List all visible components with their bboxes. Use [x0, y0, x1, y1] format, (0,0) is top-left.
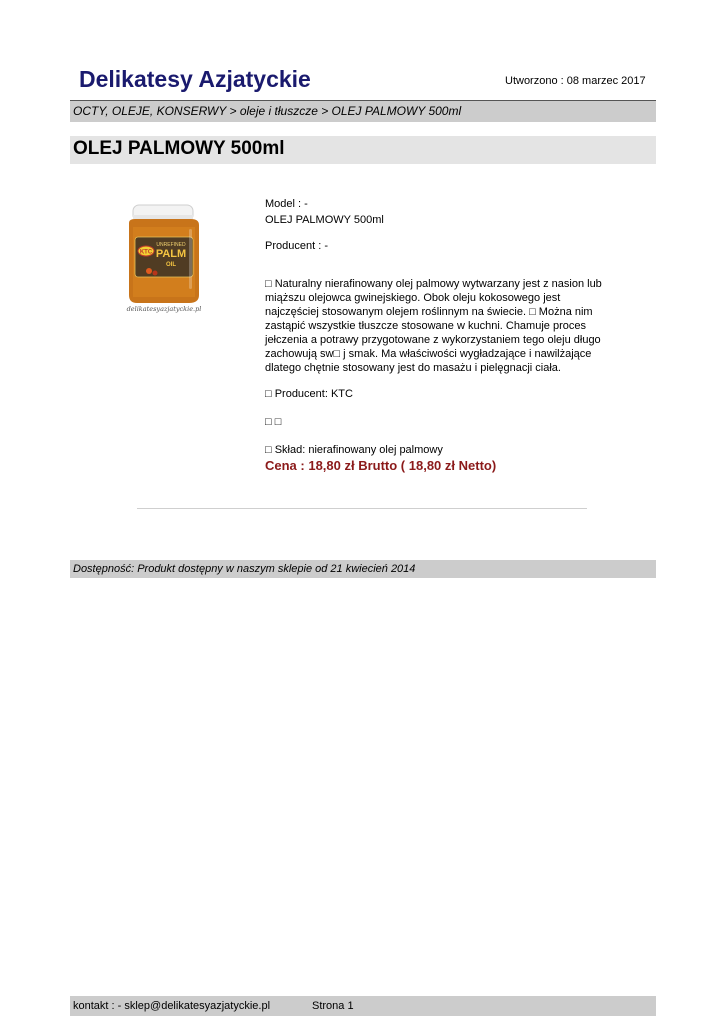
jar-brand-text: KTC — [139, 249, 153, 256]
footer — [70, 996, 656, 1016]
jar-label-top: UNREFINED — [156, 242, 186, 248]
created-date: Utworzono : 08 marzec 2017 — [505, 75, 646, 87]
description-line: dlatego chętnie stosowany jest do masażu i pielęgnacji ciała. — [265, 362, 561, 374]
description-line: miąższu olejowca gwinejskiego. Obok oleju kokosowego jest — [265, 292, 561, 304]
availability-text: Dostępność: Produkt dostępny w naszym sklepie od 21 kwiecień 2014 — [73, 563, 416, 575]
palm-oil-jar-picture — [119, 199, 209, 317]
breadcrumb — [70, 101, 656, 122]
model-label: Model : - — [265, 198, 308, 210]
product-price: Cena : 18,80 zł Brutto ( 18,80 zł Netto) — [265, 458, 497, 473]
image-watermark: delikatesyazjatyckie.pl — [126, 305, 202, 313]
producer-label: Producent : - — [265, 240, 328, 252]
description-line: □ Naturalny nierafinowany olej palmowy wytwarzany jest z nasion lub — [265, 278, 602, 290]
product-title-bar — [70, 136, 656, 164]
description-line: zastąpić wszystkie tłuszcze stosowane w kuchni. Chamuje proces — [265, 320, 586, 332]
jar-label-main: PALM — [155, 248, 187, 260]
product-image[interactable] — [119, 199, 209, 317]
product-title: OLEJ PALMOWY 500ml — [73, 138, 285, 159]
footer-page-number: Strona 1 — [312, 1000, 354, 1012]
description-line: najczęściej stosowanym olejem roślinnym na świecie. □ Można nim — [265, 306, 593, 318]
description-line: zachowują sw□ j smak. Ma właściwości wygładzające i nawilżające — [265, 348, 592, 360]
store-name: Delikatesy Azjatyckie — [79, 66, 311, 92]
producer-line: □ Producent: KTC — [265, 388, 353, 400]
ingredients-line: □ Skład: nierafinowany olej palmowy — [265, 444, 443, 456]
availability-bar — [70, 560, 656, 578]
description-line: jełczenia a potrawy przygotowane z wykorzystaniem tego oleju długo — [265, 334, 601, 346]
breadcrumb-text: OCTY, OLEJE, KONSERWY > oleje i tłuszcze > OLEJ PALMOWY 500ml — [73, 104, 462, 118]
jar-label-sub: OIL — [166, 262, 176, 268]
model-value: OLEJ PALMOWY 500ml — [265, 214, 384, 226]
price-divider — [137, 508, 587, 509]
product-description — [265, 277, 610, 375]
footer-contact: kontakt : - sklep@delikatesyazjatyckie.pl — [73, 1000, 271, 1012]
placeholder-boxes: □ □ — [265, 416, 282, 428]
